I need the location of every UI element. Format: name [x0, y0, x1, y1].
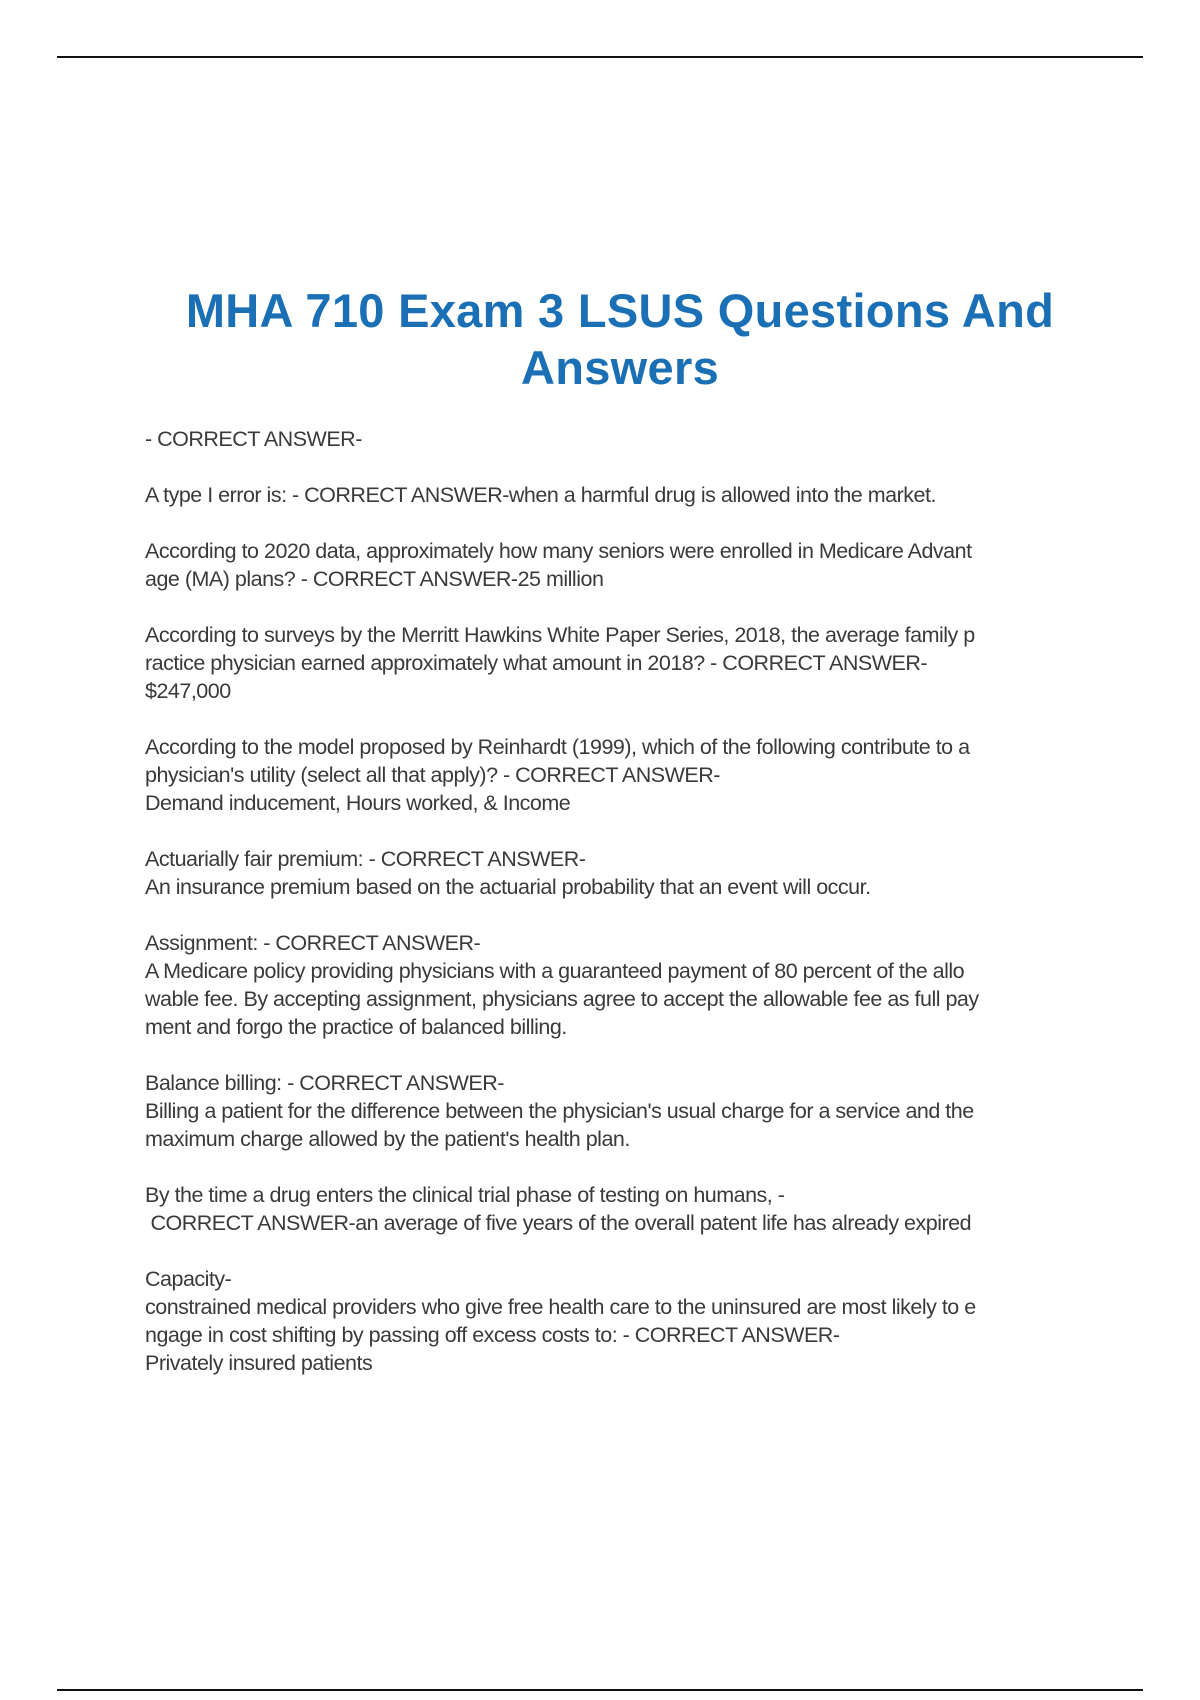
qa-text-line: According to the model proposed by Reinhardt (1999), which of the following contribute to a — [145, 735, 970, 759]
footer-rule — [57, 1689, 1143, 1691]
qa-text-line: According to surveys by the Merritt Hawkins White Paper Series, 2018, the average family p — [145, 623, 975, 647]
header-rule — [57, 56, 1143, 58]
question-answer-list — [145, 425, 1095, 1405]
qa-text-line: Privately insured patients — [145, 1351, 373, 1375]
qa-text-line: physician's utility (select all that apply)? - CORRECT ANSWER- — [145, 763, 720, 787]
qa-text-line: Capacity- — [145, 1267, 232, 1291]
qa-item — [145, 537, 1095, 593]
qa-text-line: A type I error is: - CORRECT ANSWER-when a harmful drug is allowed into the market. — [145, 483, 936, 507]
qa-text-line: ngage in cost shifting by passing off excess costs to: - CORRECT ANSWER- — [145, 1323, 840, 1347]
qa-item — [145, 425, 1095, 453]
qa-text-line: Demand inducement, Hours worked, & Income — [145, 791, 571, 815]
document-title — [160, 282, 1080, 396]
qa-item — [145, 733, 1095, 817]
qa-text-line: constrained medical providers who give free health care to the uninsured are most likely to e — [145, 1295, 976, 1319]
qa-text-line: ment and forgo the practice of balanced billing. — [145, 1015, 567, 1039]
qa-item — [145, 1265, 1095, 1377]
qa-text-line: Assignment: - CORRECT ANSWER- — [145, 931, 481, 955]
qa-text-line: Actuarially fair premium: - CORRECT ANSWER- — [145, 847, 586, 871]
qa-item — [145, 481, 1095, 509]
qa-text-line: CORRECT ANSWER-an average of five years of the overall patent life has already expired — [145, 1211, 972, 1235]
qa-text-line: age (MA) plans? - CORRECT ANSWER-25 million — [145, 567, 604, 591]
qa-item — [145, 621, 1095, 705]
qa-text-line: - CORRECT ANSWER- — [145, 427, 362, 451]
qa-text-line: An insurance premium based on the actuarial probability that an event will occur. — [145, 875, 871, 899]
qa-item — [145, 845, 1095, 901]
qa-text-line: wable fee. By accepting assignment, physicians agree to accept the allowable fee as full pay — [145, 987, 979, 1011]
qa-text-line: Balance billing: - CORRECT ANSWER- — [145, 1071, 504, 1095]
qa-text-line: According to 2020 data, approximately how many seniors were enrolled in Medicare Advant — [145, 539, 972, 563]
qa-text-line: A Medicare policy providing physicians with a guaranteed payment of 80 percent of the allo — [145, 959, 965, 983]
qa-item — [145, 1069, 1095, 1153]
qa-text-line: maximum charge allowed by the patient's health plan. — [145, 1127, 630, 1151]
qa-item — [145, 929, 1095, 1041]
title-line-2: Answers — [520, 341, 720, 394]
qa-text-line: By the time a drug enters the clinical trial phase of testing on humans, - — [145, 1183, 785, 1207]
qa-item — [145, 1181, 1095, 1237]
qa-text-line: $247,000 — [145, 679, 231, 703]
qa-text-line: ractice physician earned approximately what amount in 2018? - CORRECT ANSWER- — [145, 651, 928, 675]
qa-text-line: Billing a patient for the difference between the physician's usual charge for a service and the — [145, 1099, 974, 1123]
title-line-1: MHA 710 Exam 3 LSUS Questions And — [185, 284, 1055, 337]
